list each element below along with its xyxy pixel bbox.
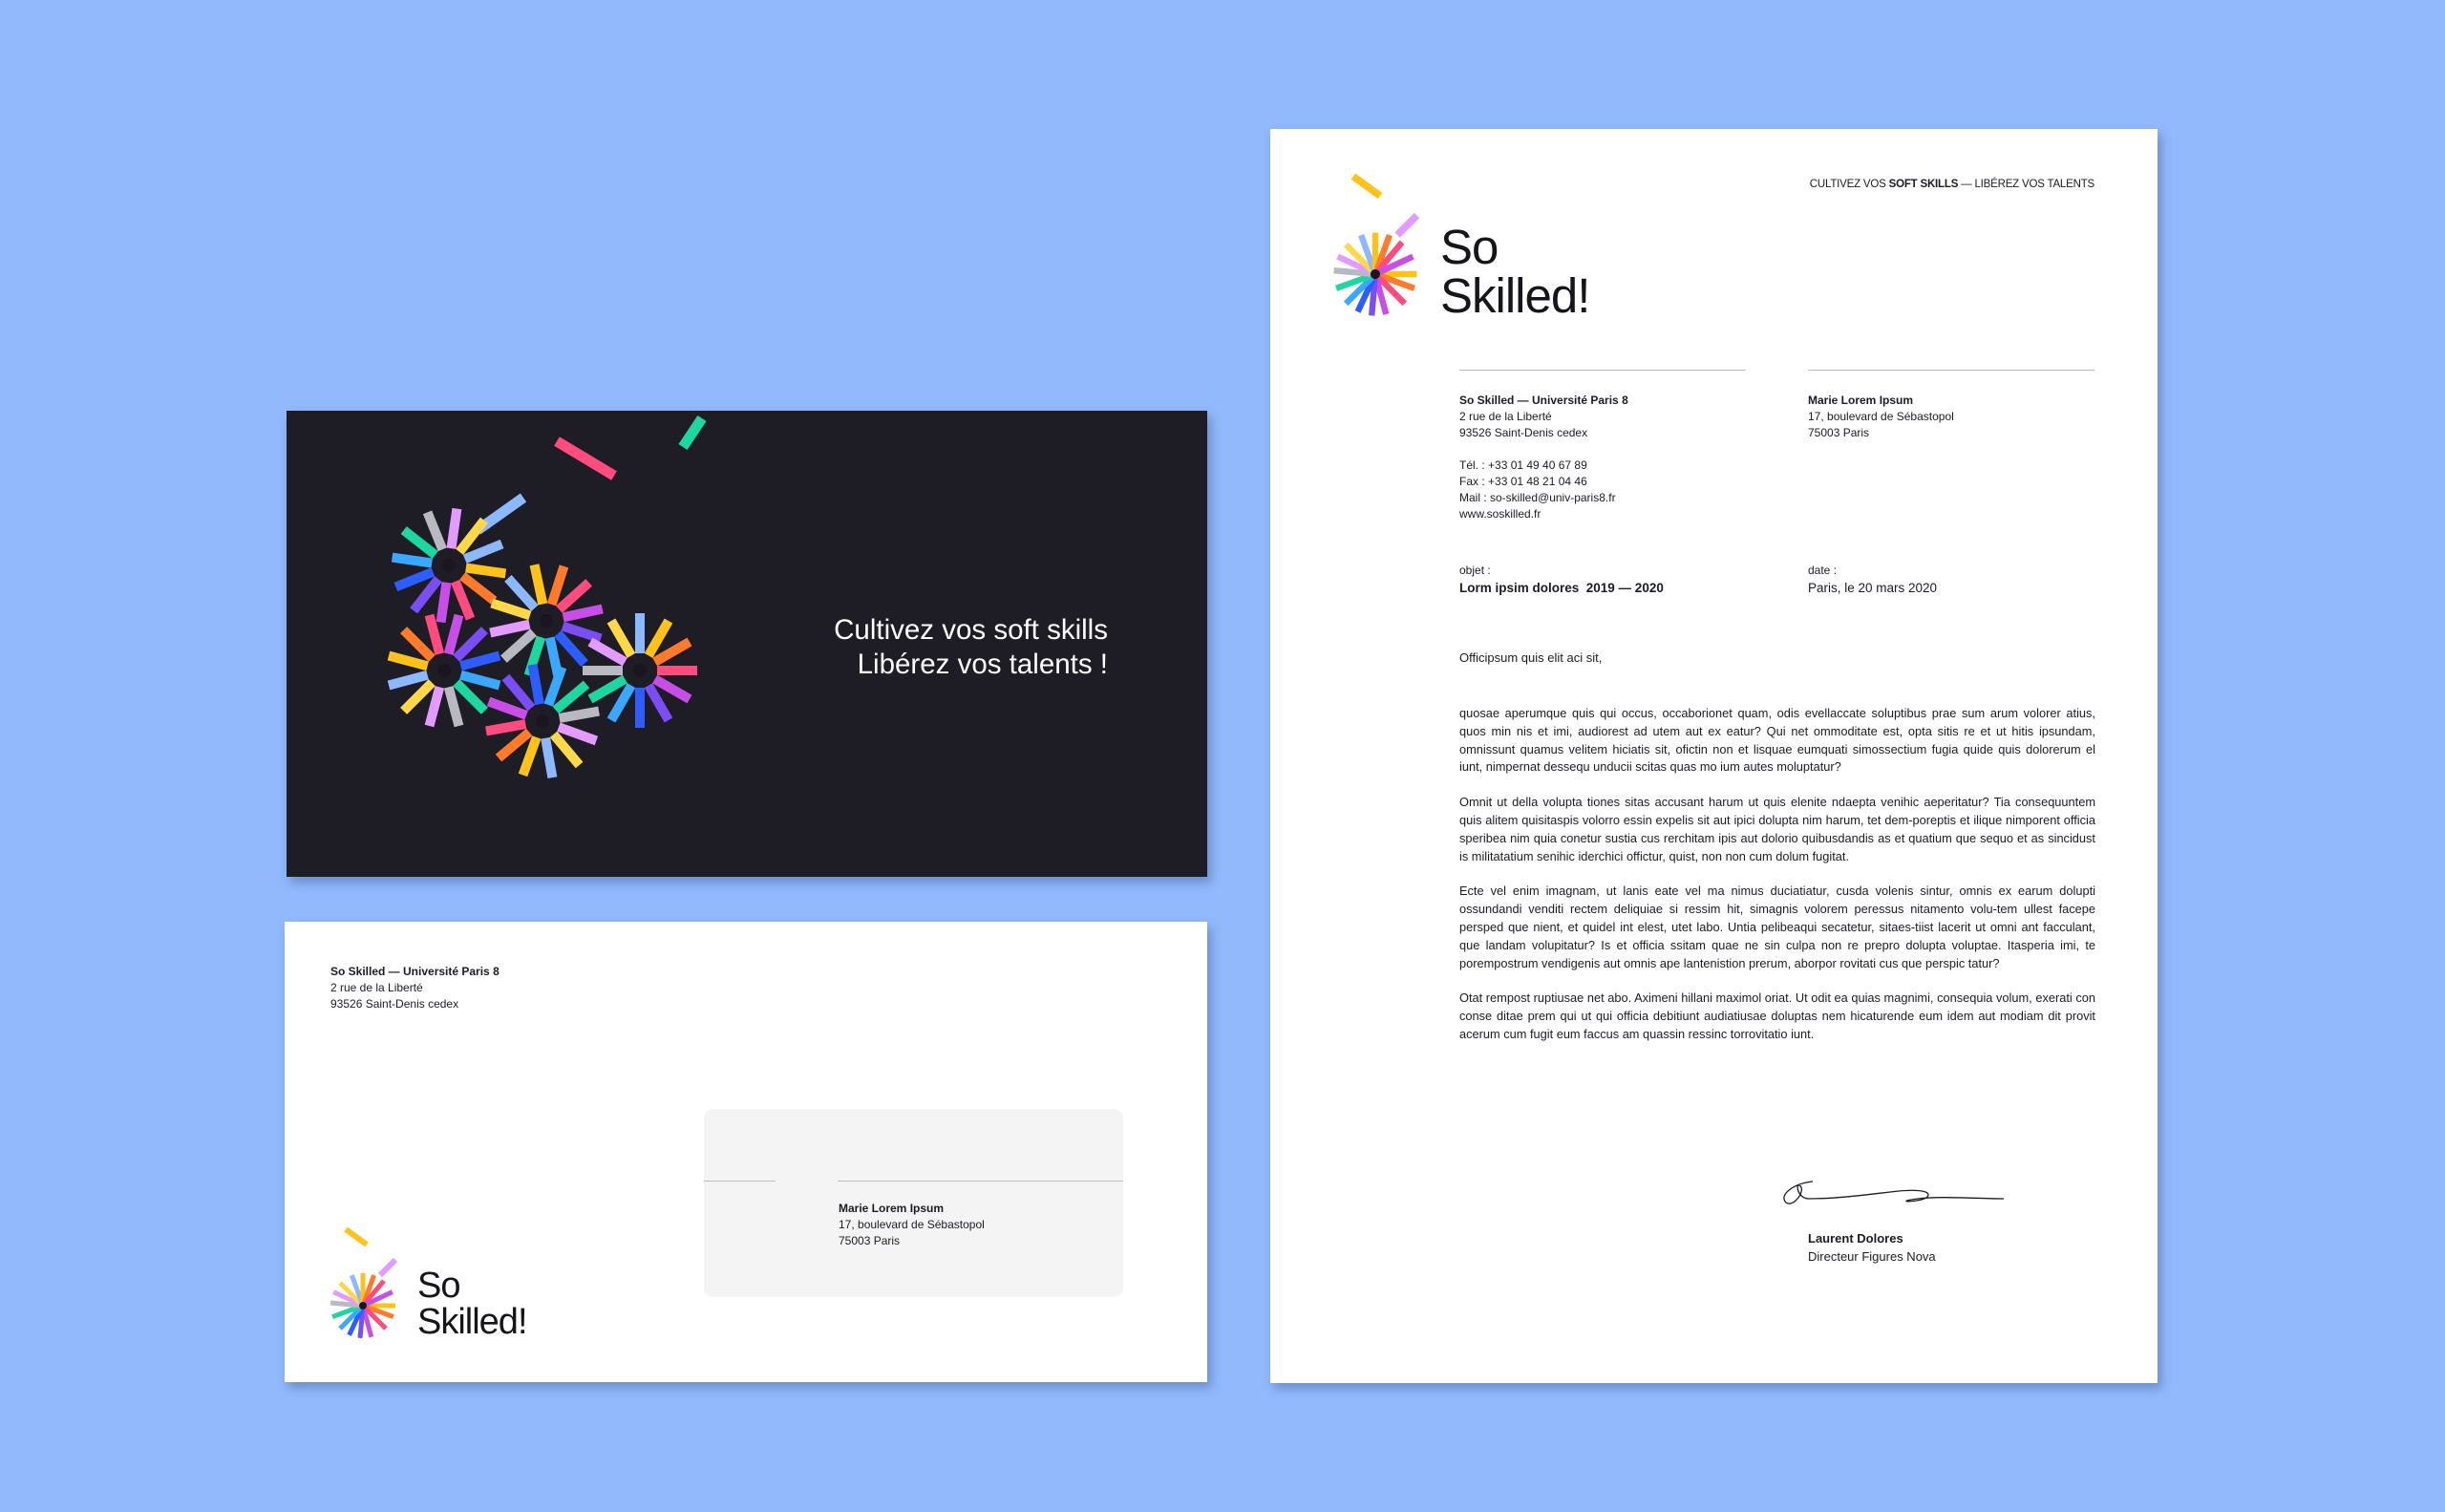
burst-ray xyxy=(430,687,440,726)
burst-ray xyxy=(462,576,494,601)
letter-sender-mail: Mail : so-skilled@univ-paris8.fr xyxy=(1459,491,1616,504)
burst-center xyxy=(437,664,451,677)
burst-ray xyxy=(465,544,502,560)
envelope-recipient-address1: 17, boulevard de Sébastopol xyxy=(839,1218,985,1231)
tagline-prefix: CULTIVEZ VOS xyxy=(1809,179,1889,190)
letter-body xyxy=(1459,705,2095,1044)
burst-ray xyxy=(466,568,506,574)
burst-center xyxy=(536,714,549,728)
burst-ray xyxy=(523,737,537,776)
card-slogan-line1: Cultivez vos soft skills xyxy=(834,614,1108,646)
burst-ray xyxy=(414,579,438,610)
letter-recipient-block xyxy=(1808,393,2114,441)
burst-ray xyxy=(404,683,433,712)
burst-ray xyxy=(559,583,588,609)
letter-date-label: date : xyxy=(1808,564,1838,577)
burst-ray xyxy=(449,615,459,654)
burst-ray xyxy=(490,625,529,633)
burst-center xyxy=(442,559,456,572)
burst-ray xyxy=(545,738,552,777)
burst-ray xyxy=(460,656,500,667)
burst-center xyxy=(633,664,647,677)
envelope-logo-line2: Skilled! xyxy=(417,1302,527,1342)
burst-ray xyxy=(505,677,531,708)
letter-recipient-address2: 75003 Paris xyxy=(1808,426,1870,439)
burst-ray xyxy=(441,583,447,623)
card-slogan xyxy=(697,613,1108,682)
logo-dash xyxy=(346,1229,367,1245)
burst-ray xyxy=(457,683,485,712)
letter-signer-title: Directeur Figures Nova xyxy=(1808,1249,1936,1264)
envelope-recipient-name: Marie Lorem Ipsum xyxy=(839,1202,945,1215)
letter-recipient-address1: 17, boulevard de Sébastopol xyxy=(1808,410,1954,423)
envelope-sender-block xyxy=(330,964,617,1012)
burst-ray xyxy=(548,668,562,706)
burst-ray xyxy=(503,632,533,659)
envelope-sender-address2: 93526 Saint-Denis cedex xyxy=(330,997,459,1011)
envelope-window xyxy=(704,1109,1123,1297)
letter-tagline xyxy=(1810,179,2094,190)
letter-logo-line2: Skilled! xyxy=(1440,268,1590,323)
burst-ray xyxy=(556,684,586,710)
letter-signer xyxy=(1808,1229,2094,1266)
envelope-recipient-block xyxy=(839,1201,1116,1249)
card-slogan-line2: Libérez vos talents ! xyxy=(857,649,1108,680)
burst-ray xyxy=(452,509,457,549)
burst-center xyxy=(359,1302,367,1310)
letter-paragraph: Omnit ut della volupta tiones sitas accusant harum ut quis elenite ndaepta venihic aeperitatur? Tia consequuntem quis alitem quisitaspis volorro essin expelis sit aut ipici dolupta nim harum, tet dem-poreptis et ilique nimporent officia speribea nim quia conetur sustia cus rerchitam ipis aut dolorio quibusdandis as et quatium que sequo et as sincidust is militatatium senihic iderchici offictur, quist, non non cum dolum fugitat. xyxy=(1459,795,2095,863)
window-rule-right xyxy=(838,1181,1123,1182)
envelope-recipient-address2: 75003 Paris xyxy=(839,1234,901,1247)
tagline-suffix: — LIBÉREZ VOS TALENTS xyxy=(1958,179,2094,190)
letter-rule-right xyxy=(1808,370,2094,371)
window-rule-left xyxy=(704,1181,776,1182)
envelope-logo-line1: So xyxy=(417,1266,460,1306)
envelope xyxy=(285,922,1207,1382)
letter-date-value: Paris, le 20 mars 2020 xyxy=(1808,581,1938,595)
burst-ray xyxy=(563,609,603,618)
letter-logo-wordmark xyxy=(1440,220,1590,323)
envelope-logo-mark xyxy=(327,1225,432,1350)
burst-ray xyxy=(460,675,500,686)
letter-sender-web: www.soskilled.fr xyxy=(1459,507,1541,521)
envelope-sender-name: So Skilled — Université Paris 8 xyxy=(330,965,500,978)
burst-ray xyxy=(533,665,540,704)
letter-logo xyxy=(1328,169,1643,341)
letter-sender-block xyxy=(1459,393,1765,522)
burst-ray xyxy=(486,724,525,731)
envelope-sender-address1: 2 rue de la Liberté xyxy=(330,981,423,994)
letter-sender-tel: Tél. : +33 01 49 40 67 89 xyxy=(1459,458,1587,472)
burst-ray xyxy=(560,712,599,718)
tagline-bold: SOFT SKILLS xyxy=(1888,179,1959,190)
burst-ray xyxy=(499,733,529,758)
logo-dash xyxy=(1353,177,1380,196)
letter-logo-line1: So xyxy=(1440,220,1499,274)
letter-sender-address1: 2 rue de la Liberté xyxy=(1459,410,1552,423)
burst-ray xyxy=(457,630,485,659)
burst-ray xyxy=(554,735,580,765)
burst-ray xyxy=(393,558,433,564)
letter-rule-left xyxy=(1459,370,1746,371)
letter-signer-name: Laurent Dolores xyxy=(1808,1231,1903,1246)
burst-ray xyxy=(459,521,484,552)
burst-ray xyxy=(456,582,471,619)
burst-ray xyxy=(489,702,526,715)
burst-center xyxy=(1371,269,1380,279)
burst-ray xyxy=(404,630,433,659)
letter-paragraph: Otat rempost ruptiusae net abo. Aximeni hillani maximol oriat. Ut odit ea quias magnimi, consequia volum, exerati con conse ditae prem qui ut qui officia debitiunt audiatiusae doluptas nem hicaturende eum idem aut modiam dit provit acerum cum fugit eum faccus am quassin ressinc torrovitatio iunt. xyxy=(1459,990,2095,1041)
burst-ray xyxy=(552,566,564,605)
burst-ray xyxy=(558,633,585,663)
letter-sender-address2: 93526 Saint-Denis cedex xyxy=(1459,426,1588,439)
burst-ray xyxy=(535,564,543,604)
burst-ray xyxy=(449,687,459,726)
logo-dash xyxy=(380,1260,395,1275)
logo-dash xyxy=(1397,216,1416,235)
burst-ray xyxy=(563,627,601,639)
letter-paragraph: quosae aperumque quis qui occus, occaborionet quam, odis evellaccate soluptibus prae sum arum volorer atius, quos min nis et imi, audiorest ad utem aut ex eatur? Qui net ommoditate est, opta sitis re et ut hitis ipsundam, omnissunt quamus velitem hiciatis sit, ofictin non et lisquae eumquati simossectium fugia quide quis dolorerum el iunt, nimpernat dessequ unducii scitas quas mo ium autes moluptatur? xyxy=(1459,706,2095,775)
signature xyxy=(1775,1170,2023,1218)
letter-sender-name: So Skilled — Université Paris 8 xyxy=(1459,394,1628,407)
letterhead xyxy=(1270,129,2158,1383)
envelope-logo-wordmark xyxy=(417,1267,527,1340)
letter-greeting: Officipsum quis elit aci sit, xyxy=(1459,650,1603,665)
letter-paragraph: Ecte vel enim imagnam, ut lanis eate vel ma nimus duciatiatur, cusda volenis sintur, omnis ex earum dolupti ossundandi venditi rectem deliquiae si ressim hit, simagnis volorem peressus nitamento volu-tem ullest facepe persped que nient, et quidel int elest, utet labo. Untia pelibeaqui secatetur, sitaes-tiist lacerit ut omni ant facculant, que landam volupitatur? Is et officia ssitam quae ne sin culpa non re prepro dolupta voluptae. Itasperia imi, te porempostrum vendigenis aut omnis ape lantenistion prerum, aborpor rovitati cus que perspic tatur? xyxy=(1459,884,2095,970)
burst-center xyxy=(540,614,553,628)
letter-date xyxy=(1808,563,2094,598)
burst-ray xyxy=(428,512,443,549)
burst-ray xyxy=(389,656,428,667)
envelope-logo xyxy=(327,1225,546,1359)
letter-recipient-name: Marie Lorem Ipsum xyxy=(1808,394,1914,407)
burst-ray xyxy=(508,578,535,607)
letter-subject-label: objet : xyxy=(1459,564,1491,577)
burst-ray xyxy=(559,727,597,740)
letter-sender-fax: Fax : +33 01 48 21 04 46 xyxy=(1459,475,1587,488)
burst-ray xyxy=(389,675,428,686)
business-card-dark xyxy=(287,411,1207,877)
burst-ray xyxy=(395,572,433,587)
burst-ray xyxy=(404,530,436,555)
letter-subject xyxy=(1459,563,1784,598)
burst-ray xyxy=(492,604,530,616)
letter-subject-value: Lorm ipsim dolores 2019 — 2020 xyxy=(1459,581,1664,595)
